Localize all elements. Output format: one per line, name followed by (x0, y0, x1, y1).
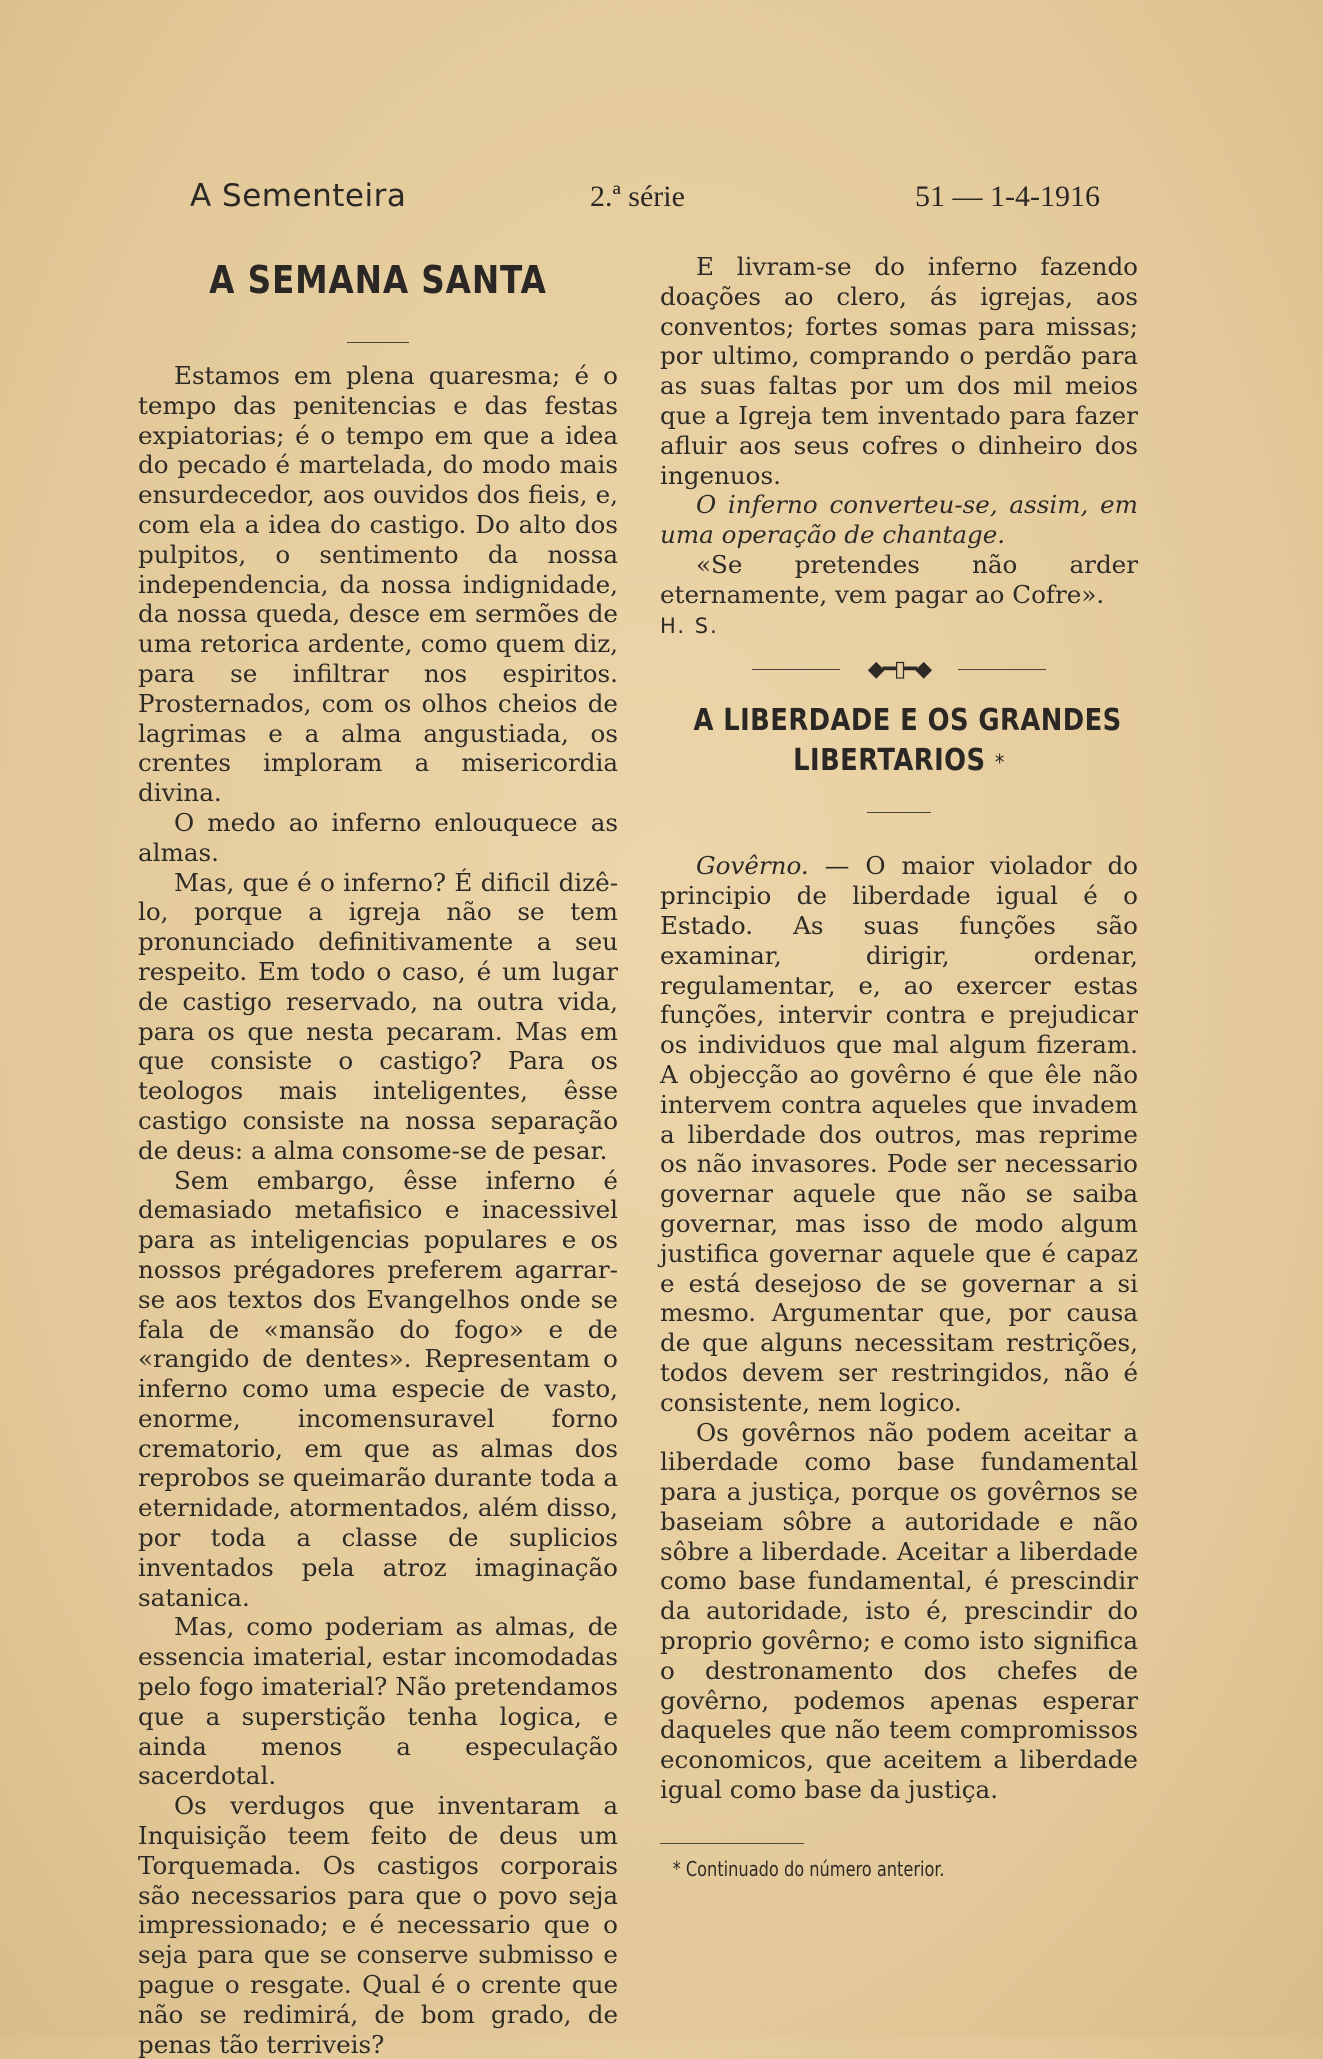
article2-paragraph (660, 851, 1138, 1417)
article1-paragraph: Estamos em plena quaresma; é o tempo das penitencias e das festas expiatorias; é o tempo em que a idea do pecado é martelada, do modo mais ensurdecedor, aos ouvidos dos fieis, e, com ela a idea do castigo. Do alto dos pulpitos, o sentimento da nossa independencia, da nossa indignidade, da nossa queda, desce em sermões de uma retorica ardente, como quem diz, para se infiltrar nos espiritos. Prosternados, com os olhos cheios de lagrimas e a alma angustiada, os crentes imploram a misericordia divina. (138, 361, 618, 808)
section-ornament (660, 657, 1138, 683)
series-label: 2.ª série (590, 180, 685, 213)
running-head (190, 178, 1100, 218)
article1-italic-line: O inferno converteu-se, assim, em uma operação de chantage. (660, 490, 1138, 550)
footnote-rule (660, 1843, 804, 1844)
footnote: * Continuado do número anterior. (672, 1856, 945, 1881)
article1-paragraph: Os verdugos que inventaram a Inquisição teem feito de deus um Torquemada. Os castigos corporais são necessarios para que o povo seja impressionado; e é necessario que o seja para que se conserve submisso e pague o resgate. Qual é o crente que não se redimirá, de bom grado, de penas tão terriveis? (138, 1791, 618, 2059)
article2-paragraph1-text: — O maior violador do principio de liberdade igual é o Estado. As suas funções são examinar, dirigir, ordenar, regulamentar, e, ao exercer estas funções, intervir contra e prejudicar os individuos que mal algum fizeram. A objecção ao govêrno é que êle não intervem contra aqueles que invadem a liberdade dos outros, mas reprime os não invasores. Pode ser necessario governar aquele que não se saiba governar, mas isso de modo algum justifica governar aquele que é capaz e está desejoso de se governar a si mesmo. Argumentar que, por causa de que alguns necessitam restrições, todos devem ser restringidos, não é consistente, nem logico. (660, 851, 1138, 1417)
article2-paragraph: Os govêrnos não podem aceitar a liberdade como base fundamental para a justiça, porque os govêrnos se baseiam sôbre a autoridade e não sôbre a liberdade. Aceitar a liberdade como base fundamental, é prescindir da autoridade, isto é, prescindir do proprio govêrno; e como isto significa o destronamento dos chefes de govêrno, podemos apenas esperar daqueles que não teem compromissos economicos, que aceitem a liberdade igual como base da justiça. (660, 1417, 1138, 1805)
publication-title: A Sementeira (190, 178, 407, 214)
ornament-glyph-icon: ◆━▯━◆ (867, 657, 931, 683)
article-title-liberdade-line1: A LIBERDADE E OS GRANDES (693, 703, 1122, 739)
title-rule (347, 342, 409, 343)
left-column (138, 252, 618, 2059)
article2-lead-italic: Govêrno. (696, 851, 809, 881)
article-title-liberdade-line2 (693, 741, 1104, 784)
ornament-line-left (752, 669, 840, 670)
article1-paragraph: Sem embargo, êsse inferno é demasiado metafisico e inacessivel para as inteligencias populares e os nossos prégadores preferem agarrar-se aos textos dos Evangelhos onde se fala de «mansão do fogo» e de «rangido de dentes». Representam o inferno como uma especie de vasto, enorme, incomensuravel forno crematorio, em que as almas dos reprobos se queimarão durante toda a eternidade, atormentados, além disso, por toda a classe de suplicios inventados pela atroz imaginação satanica. (138, 1165, 618, 1612)
ornament-line-right (958, 669, 1046, 670)
article1-paragraph: Mas, como poderiam as almas, de essencia imaterial, estar incomodadas pelo fogo imaterial? Não pretendamos que a superstição tenha logica, e ainda menos a especulação sacerdotal. (138, 1612, 618, 1791)
article-title-semana-santa: A SEMANA SANTA (209, 258, 547, 302)
footnote-mark: * (994, 751, 1005, 777)
title-rule (867, 812, 931, 813)
article-title-liberdade-text: LIBERTARIOS (793, 743, 986, 779)
article1-paragraph: O medo ao inferno enlouquece as almas. (138, 807, 618, 867)
article1-closing-quote: «Se pretendes não arder eternamente, vem pagar ao Cofre». (660, 549, 1138, 609)
right-column (660, 252, 1138, 1882)
article1-signature: H. S. (660, 613, 719, 638)
article1-paragraph: E livram-se do inferno fazendo doações ao clero, ás igrejas, aos conventos; fortes somas para missas; por ultimo, comprando o perdão para as suas faltas por um dos mil meios que a Igreja tem inventado para fazer afluir aos seus cofres o dinheiro dos ingenuos. (660, 252, 1138, 490)
article1-paragraph: Mas, que é o inferno? É dificil dizê-lo, porque a igreja não se tem pronunciado definitivamente a seu respeito. Em todo o caso, é um lugar de castigo reservado, na outra vida, para os que nesta pecaram. Mas em que consiste o castigo? Para os teologos mais inteligentes, êsse castigo consiste na nossa separação de deus: a alma consome-se de pesar. (138, 867, 618, 1165)
issue-date: 51 — 1-4-1916 (915, 180, 1100, 213)
